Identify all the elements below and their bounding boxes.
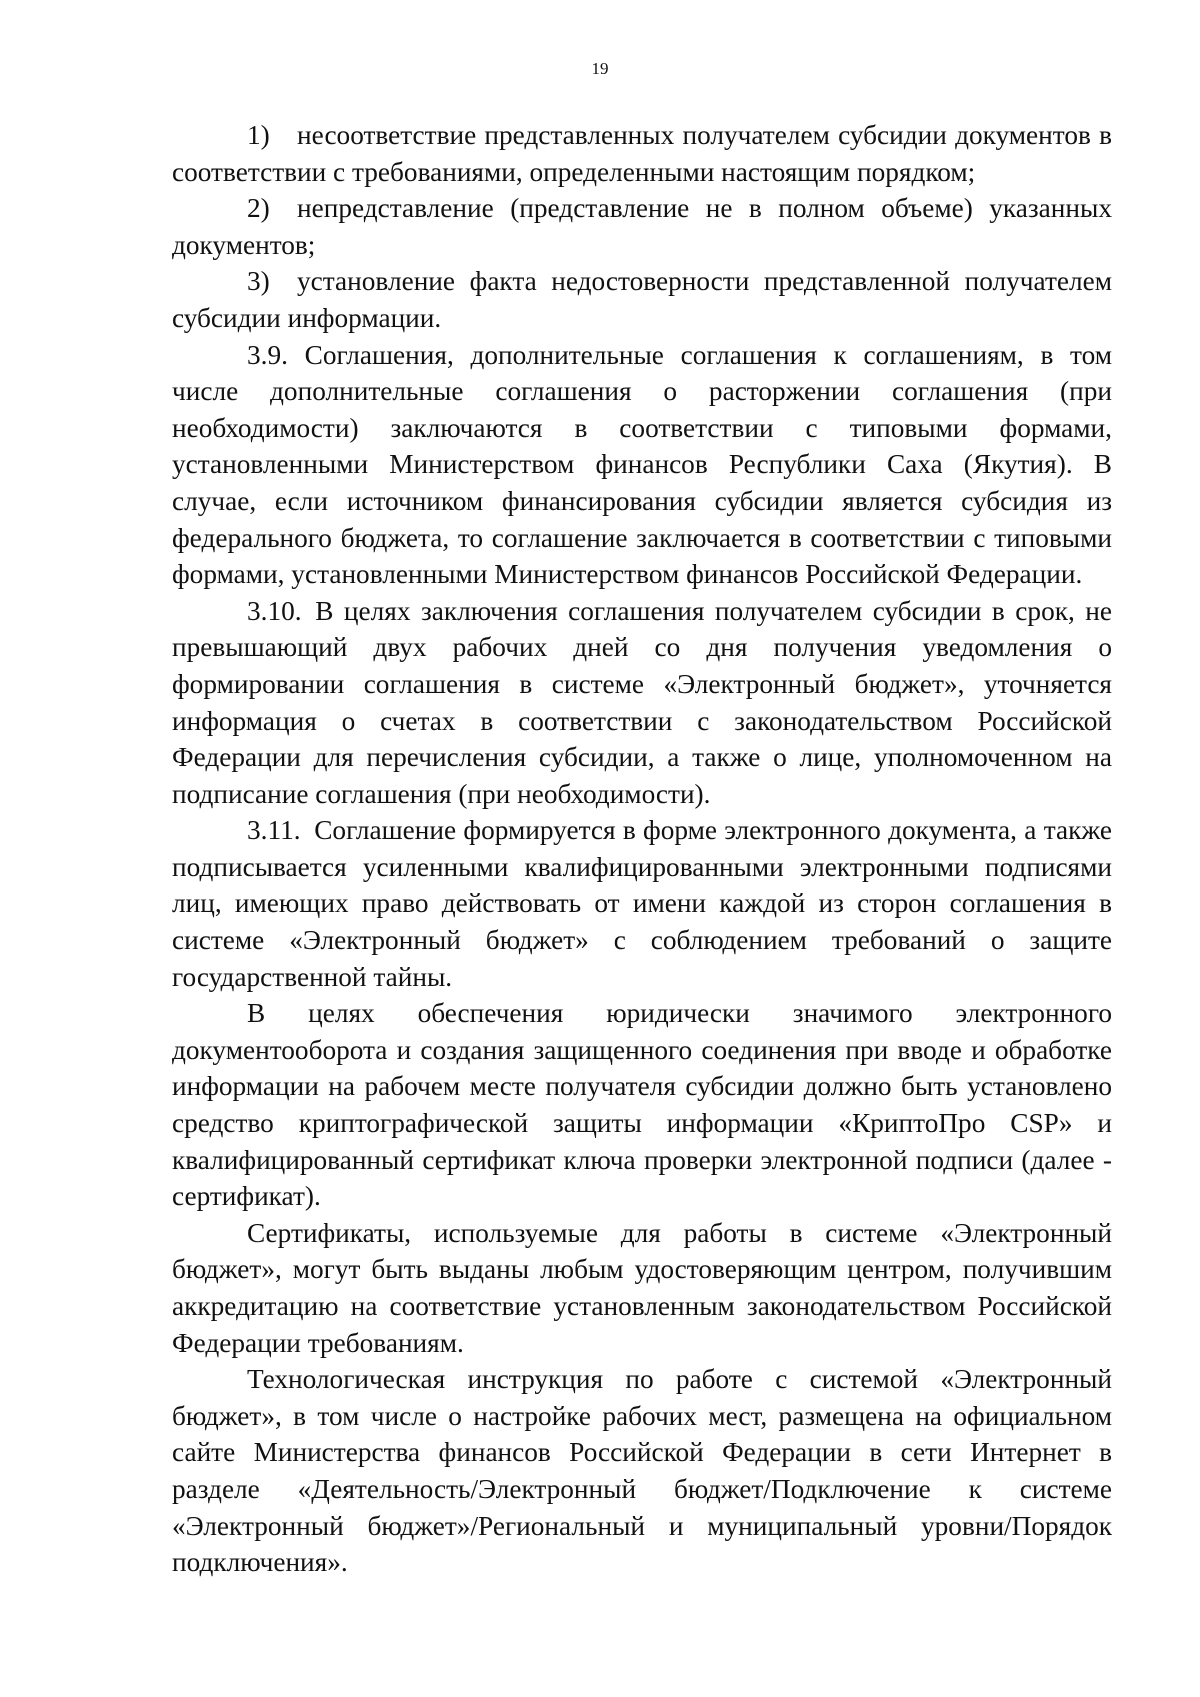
list-item-2: 2) непредставление (представление не в полном объеме) указанных документов;: [172, 193, 1112, 260]
document-body: [172, 117, 1112, 1581]
clause-3-9: 3.9. Соглашения, дополнительные соглашения к соглашениям, в том числе дополнительные соглашения о расторжении соглашения (при необходимости) заключаются в соответствии с типовыми формами, установленными Министерством финансов Республики Саха (Якутия). В случае, если источником финансирования субсидии является субсидия из федерального бюджета, то соглашение заключается в соответствии с типовыми формами, установленными Министерством финансов Российской Федерации.: [172, 339, 1112, 590]
paragraph-technical-instruction: Технологическая инструкция по работе с системой «Электронный бюджет», в том числе о настройке рабочих мест, размещена на официальном сайте Министерства финансов Российской Федерации в сети Интернет в разделе «Деятельность/Электронный бюджет/Подключение к системе «Электронный бюджет»/Региональный и муниципальный уровни/Порядок подключения».: [172, 1364, 1112, 1578]
paragraph-crypto-protection: В целях обеспечения юридически значимого электронного документооборота и создания защищенного соединения при вводе и обработке информации на рабочем месте получателя субсидии должно быть установлено средство криптографической защиты информации «КриптоПро CSP» и квалифицированный сертификат ключа проверки электронной подписи (далее - сертификат).: [172, 998, 1112, 1212]
list-item-3: 3) установление факта недостоверности представленной получателем субсидии информации.: [172, 266, 1112, 333]
clause-3-11: 3.11. Соглашение формируется в форме электронного документа, а также подписывается усиленными квалифицированными электронными подписями лиц, имеющих право действовать от имени каждой из сторон соглашения в системе «Электронный бюджет» с соблюдением требований о защите государственной тайны.: [172, 815, 1112, 992]
page-number: 19: [591, 59, 609, 78]
clause-3-10: 3.10. В целях заключения соглашения получателем субсидии в срок, не превышающий двух рабочих дней со дня получения уведомления о формировании соглашения в системе «Электронный бюджет», уточняется информация о счетах в соответствии с законодательством Российской Федерации для перечисления субсидии, а также о лице, уполномоченном на подписание соглашения (при необходимости).: [172, 595, 1112, 809]
list-item-1: 1) несоответствие представленных получателем субсидии документов в соответствии с требованиями, определенными настоящим порядком;: [172, 120, 1112, 187]
paragraph-certificates: Сертификаты, используемые для работы в системе «Электронный бюджет», могут быть выданы любым удостоверяющим центром, получившим аккредитацию на соответствие установленным законодательством Российской Федерации требованиям.: [172, 1217, 1112, 1358]
